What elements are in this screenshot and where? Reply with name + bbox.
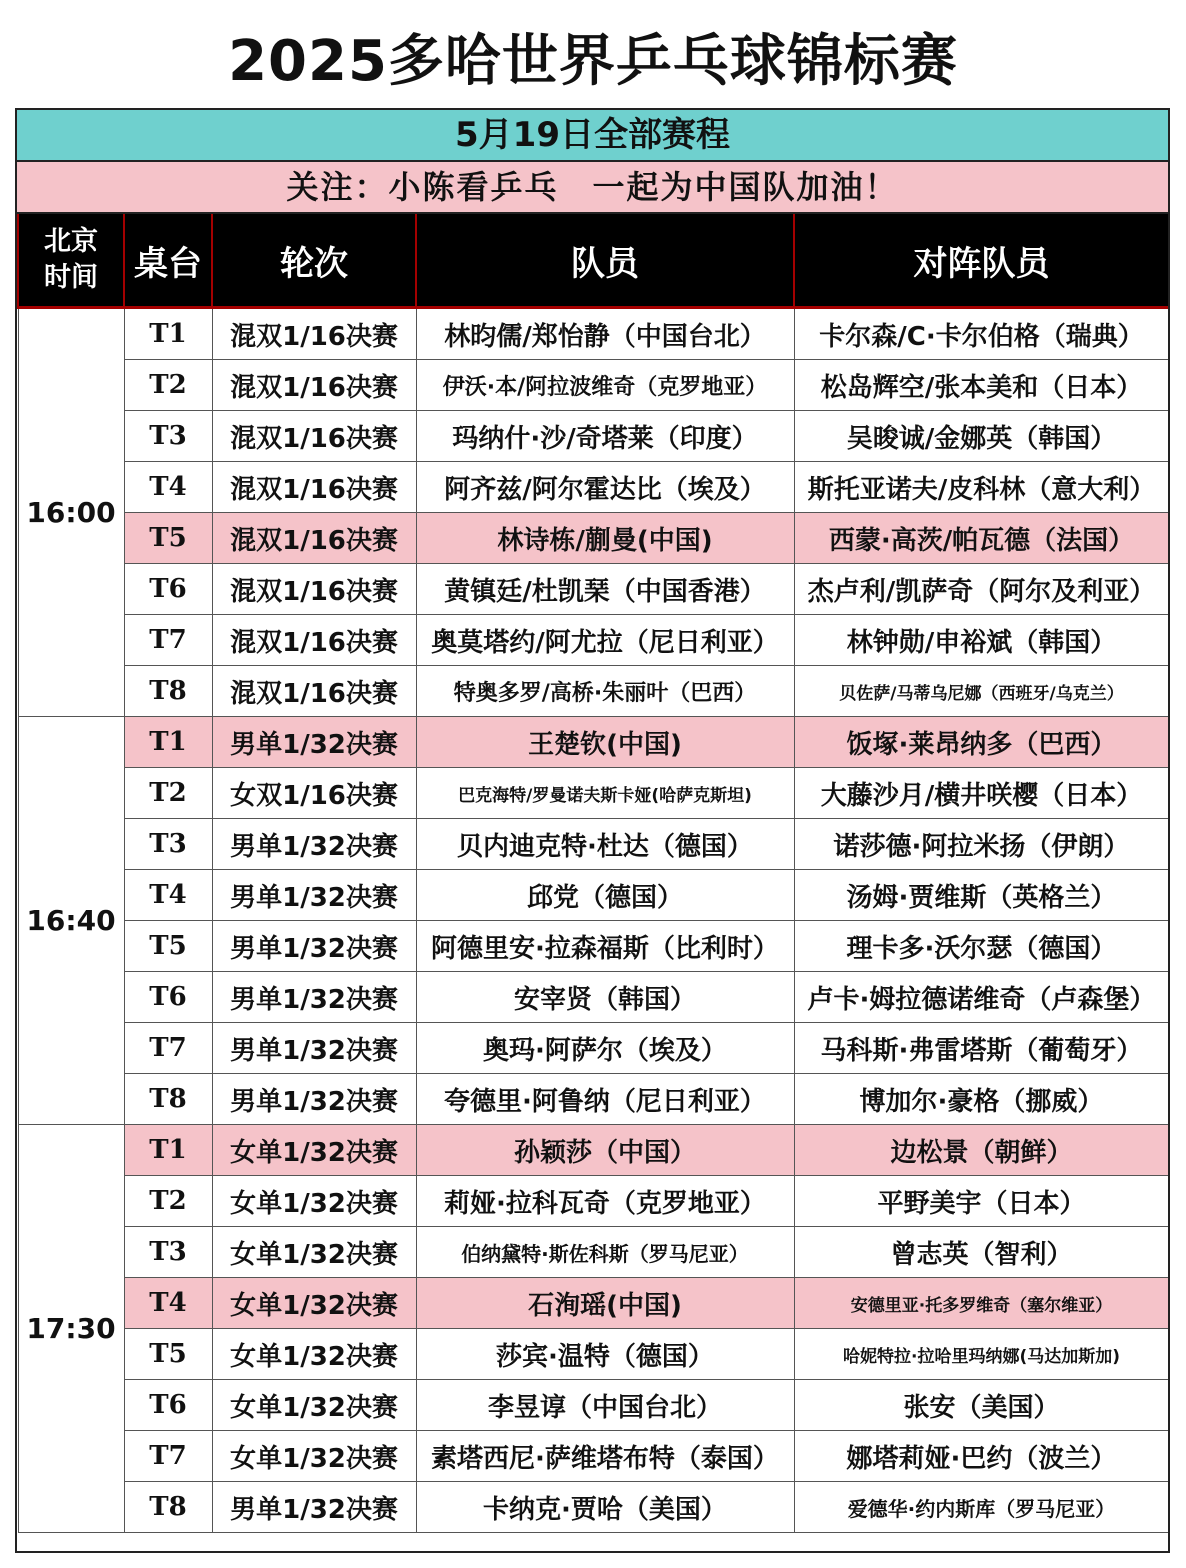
table-cell: T1 — [124, 717, 212, 768]
header-round: 轮次 — [212, 214, 416, 308]
round-cell: 女单1/32决赛 — [212, 1125, 416, 1176]
table-cell: T2 — [124, 768, 212, 819]
player-cell: 安宰贤（韩国） — [416, 972, 794, 1023]
round-cell: 混双1/16决赛 — [212, 513, 416, 564]
table-cell: T2 — [124, 360, 212, 411]
table-row — [18, 768, 1169, 819]
player-cell: 邱党（德国） — [416, 870, 794, 921]
session-time: 16:00 — [18, 308, 124, 717]
round-cell: 男单1/32决赛 — [212, 921, 416, 972]
player-cell: 王楚钦(中国) — [416, 717, 794, 768]
table-row — [18, 921, 1169, 972]
round-cell: 男单1/32决赛 — [212, 1074, 416, 1125]
session-time: 16:40 — [18, 717, 124, 1125]
opponent-cell: 卡尔森/C·卡尔伯格（瑞典） — [794, 308, 1169, 360]
session-time: 17:30 — [18, 1125, 124, 1533]
round-cell: 女单1/32决赛 — [212, 1431, 416, 1482]
round-cell: 混双1/16决赛 — [212, 564, 416, 615]
table-row — [18, 462, 1169, 513]
table-cell: T5 — [124, 1329, 212, 1380]
opponent-cell: 平野美宇（日本） — [794, 1176, 1169, 1227]
table-row — [18, 1380, 1169, 1431]
opponent-cell: 汤姆·贾维斯（英格兰） — [794, 870, 1169, 921]
table-row — [18, 564, 1169, 615]
table-row — [18, 819, 1169, 870]
table-cell: T1 — [124, 1125, 212, 1176]
header-table: 桌台 — [124, 214, 212, 308]
table-row — [18, 1023, 1169, 1074]
round-cell: 女单1/32决赛 — [212, 1380, 416, 1431]
round-cell: 男单1/32决赛 — [212, 1023, 416, 1074]
opponent-cell: 安德里亚·托多罗维奇（塞尔维亚） — [794, 1278, 1169, 1329]
opponent-cell: 林钟勋/申裕斌（韩国） — [794, 615, 1169, 666]
player-cell: 夸德里·阿鲁纳（尼日利亚） — [416, 1074, 794, 1125]
table-cell: T3 — [124, 411, 212, 462]
player-cell: 李昱谆（中国台北） — [416, 1380, 794, 1431]
header-time — [18, 214, 124, 308]
table-cell: T5 — [124, 921, 212, 972]
table-cell: T8 — [124, 1074, 212, 1125]
table-cell: T4 — [124, 1278, 212, 1329]
round-cell: 女单1/32决赛 — [212, 1227, 416, 1278]
table-row — [18, 411, 1169, 462]
table-cell: T8 — [124, 1482, 212, 1533]
table-row — [18, 1176, 1169, 1227]
table-cell: T7 — [124, 1023, 212, 1074]
table-cell: T6 — [124, 972, 212, 1023]
schedule-body — [18, 308, 1169, 1533]
player-cell: 林昀儒/郑怡静（中国台北） — [416, 308, 794, 360]
table-cell: T7 — [124, 615, 212, 666]
table-cell: T6 — [124, 1380, 212, 1431]
table-cell: T7 — [124, 1431, 212, 1482]
table-cell: T8 — [124, 666, 212, 717]
table-row — [18, 1125, 1169, 1176]
round-cell: 混双1/16决赛 — [212, 411, 416, 462]
header-time-line2: 时间 — [44, 262, 98, 293]
opponent-cell: 理卡多·沃尔瑟（德国） — [794, 921, 1169, 972]
table-row — [18, 717, 1169, 768]
player-cell: 卡纳克·贾哈（美国） — [416, 1482, 794, 1533]
opponent-cell: 边松景（朝鲜） — [794, 1125, 1169, 1176]
table-row — [18, 1074, 1169, 1125]
round-cell: 女双1/16决赛 — [212, 768, 416, 819]
table-row — [18, 972, 1169, 1023]
round-cell: 男单1/32决赛 — [212, 972, 416, 1023]
opponent-cell: 曾志英（智利） — [794, 1227, 1169, 1278]
round-cell: 混双1/16决赛 — [212, 666, 416, 717]
round-cell: 女单1/32决赛 — [212, 1278, 416, 1329]
header-player: 队员 — [416, 214, 794, 308]
table-row — [18, 360, 1169, 411]
round-cell: 混双1/16决赛 — [212, 360, 416, 411]
schedule-table — [17, 214, 1170, 1533]
player-cell: 伊沃·本/阿拉波维奇（克罗地亚） — [416, 360, 794, 411]
player-cell: 阿齐兹/阿尔霍达比（埃及） — [416, 462, 794, 513]
note-band: 关注：小陈看乒乓 一起为中国队加油！ — [17, 162, 1168, 214]
round-cell: 男单1/32决赛 — [212, 1482, 416, 1533]
table-row — [18, 308, 1169, 360]
header-opponent: 对阵队员 — [794, 214, 1169, 308]
player-cell: 素塔西尼·萨维塔布特（泰国） — [416, 1431, 794, 1482]
table-cell: T2 — [124, 1176, 212, 1227]
table-row — [18, 1482, 1169, 1533]
schedule-sheet — [15, 108, 1170, 1553]
round-cell: 女单1/32决赛 — [212, 1329, 416, 1380]
page-title: 2025多哈世界乒乓球锦标赛 — [228, 29, 958, 94]
opponent-cell: 杰卢利/凯萨奇（阿尔及利亚） — [794, 564, 1169, 615]
player-cell: 莉娅·拉科瓦奇（克罗地亚） — [416, 1176, 794, 1227]
player-cell: 孙颖莎（中国） — [416, 1125, 794, 1176]
player-cell: 阿德里安·拉森福斯（比利时） — [416, 921, 794, 972]
opponent-cell: 博加尔·豪格（挪威） — [794, 1074, 1169, 1125]
table-cell: T4 — [124, 870, 212, 921]
player-cell: 莎宾·温特（德国） — [416, 1329, 794, 1380]
player-cell: 黄镇廷/杜凯琹（中国香港） — [416, 564, 794, 615]
opponent-cell: 饭塚·莱昂纳多（巴西） — [794, 717, 1169, 768]
table-row — [18, 615, 1169, 666]
table-cell: T4 — [124, 462, 212, 513]
header-row — [18, 214, 1169, 308]
opponent-cell: 张安（美国） — [794, 1380, 1169, 1431]
player-cell: 玛纳什·沙/奇塔莱（印度） — [416, 411, 794, 462]
table-row — [18, 513, 1169, 564]
table-cell: T3 — [124, 819, 212, 870]
opponent-cell: 贝佐萨/马蒂乌尼娜（西班牙/乌克兰） — [794, 666, 1169, 717]
opponent-cell: 大藤沙月/横井咲樱（日本） — [794, 768, 1169, 819]
player-cell: 巴克海特/罗曼诺夫斯卡娅(哈萨克斯坦) — [416, 768, 794, 819]
round-cell: 女单1/32决赛 — [212, 1176, 416, 1227]
table-cell: T5 — [124, 513, 212, 564]
player-cell: 特奥多罗/高桥·朱丽叶（巴西） — [416, 666, 794, 717]
table-cell: T1 — [124, 308, 212, 360]
player-cell: 奥玛·阿萨尔（埃及） — [416, 1023, 794, 1074]
player-cell: 贝内迪克特·杜达（德国） — [416, 819, 794, 870]
table-cell: T3 — [124, 1227, 212, 1278]
player-cell: 奥莫塔约/阿尤拉（尼日利亚） — [416, 615, 794, 666]
opponent-cell: 吴晙诚/金娜英（韩国） — [794, 411, 1169, 462]
opponent-cell: 卢卡·姆拉德诺维奇（卢森堡） — [794, 972, 1169, 1023]
opponent-cell: 马科斯·弗雷塔斯（葡萄牙） — [794, 1023, 1169, 1074]
round-cell: 混双1/16决赛 — [212, 462, 416, 513]
round-cell: 混双1/16决赛 — [212, 615, 416, 666]
player-cell: 伯纳黛特·斯佐科斯（罗马尼亚） — [416, 1227, 794, 1278]
table-row — [18, 1278, 1169, 1329]
opponent-cell: 斯托亚诺夫/皮科林（意大利） — [794, 462, 1169, 513]
header-time-line1: 北京 — [44, 226, 98, 257]
date-band: 5月19日全部赛程 — [17, 110, 1168, 162]
opponent-cell: 诺莎德·阿拉米扬（伊朗） — [794, 819, 1169, 870]
opponent-cell: 松岛辉空/张本美和（日本） — [794, 360, 1169, 411]
round-cell: 男单1/32决赛 — [212, 717, 416, 768]
player-cell: 林诗栋/蒯曼(中国) — [416, 513, 794, 564]
round-cell: 混双1/16决赛 — [212, 308, 416, 360]
opponent-cell: 西蒙·高茨/帕瓦德（法国） — [794, 513, 1169, 564]
opponent-cell: 哈妮特拉·拉哈里玛纳娜(马达加斯加) — [794, 1329, 1169, 1380]
round-cell: 男单1/32决赛 — [212, 819, 416, 870]
round-cell: 男单1/32决赛 — [212, 870, 416, 921]
table-row — [18, 1329, 1169, 1380]
table-row — [18, 1227, 1169, 1278]
opponent-cell: 娜塔莉娅·巴约（波兰） — [794, 1431, 1169, 1482]
opponent-cell: 爱德华·约内斯库（罗马尼亚） — [794, 1482, 1169, 1533]
table-row — [18, 666, 1169, 717]
table-row — [18, 1431, 1169, 1482]
table-cell: T6 — [124, 564, 212, 615]
player-cell: 石洵瑶(中国) — [416, 1278, 794, 1329]
table-row — [18, 870, 1169, 921]
